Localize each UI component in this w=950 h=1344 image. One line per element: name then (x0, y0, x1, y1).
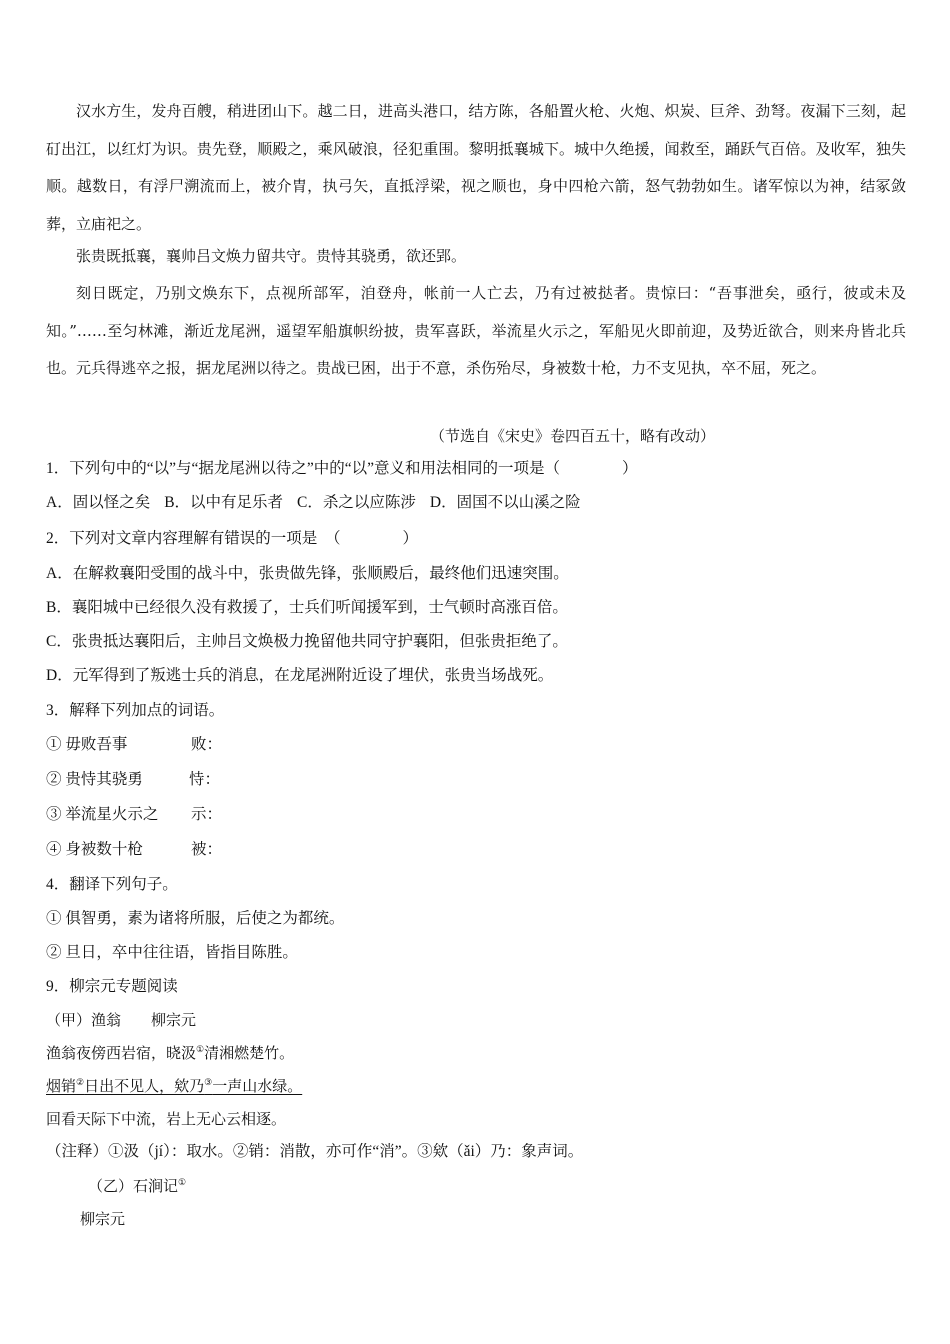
passage-paragraph-3: 刻日既定，乃别文焕东下，点视所部军，洎登舟，帐前一人亡去，乃有过被挞者。贵惊曰：“吾事泄矣，亟行，彼或未及知。”……至匀林滩，渐近龙尾洲，遥望军船旗帜纷披，贵军喜跃，举流星火示之，军船见火即前迎，及势近欲合，则来舟皆北兵也。元兵得逃卒之报，据龙尾洲以待之。贵战已困，出于不意，杀伤殆尽，身被数十枪，力不支见执，卒不屈，死之。 (46, 284, 906, 377)
q3-item-3-phrase: ③ 举流星火示之 (46, 806, 159, 823)
poem-line-2 (46, 1076, 302, 1096)
q3-item-2-phrase: ② 贵恃其骁勇 (46, 771, 143, 788)
q2-option-d[interactable]: D．元军得到了叛逃士兵的消息，在龙尾洲附近设了埋伏，张贵当场战死。 (46, 667, 554, 684)
essay-author: 柳宗元 (80, 1210, 126, 1228)
poem-line-1-part-a: 渔翁夜傍西岩宿，晓汲 (46, 1044, 197, 1062)
q1-option-c[interactable]: C．杀之以应陈涉 (297, 494, 416, 511)
poem-line-3: 回看天际下中流，岩上无心云相逐。 (46, 1110, 287, 1128)
q4-stem: 4．翻译下列句子。 (46, 876, 178, 893)
q3-item-4-phrase: ④ 身被数十枪 (46, 841, 143, 858)
q1-option-a[interactable]: A．固以怪之矣 (46, 494, 151, 511)
poem-line-1 (46, 1043, 294, 1063)
poem-title: （甲）渔翁 柳宗元 (46, 1011, 197, 1029)
essay-title (88, 1176, 186, 1196)
q3-item-2-label: 恃： (189, 771, 221, 788)
note-ref-2: ② (76, 1078, 85, 1088)
q1-option-d[interactable]: D．固国不以山溪之险 (429, 494, 581, 511)
passage-paragraph-2: 张贵既抵襄，襄帅吕文焕力留共守。贵恃其骁勇，欲还郢。 (76, 247, 467, 265)
essay-title-text: （乙）石涧记 (88, 1177, 179, 1195)
poem-line-2-part-b: 日出不见人，欸乃 (84, 1077, 205, 1095)
q1-option-b[interactable]: B．以中有足乐者 (164, 494, 284, 511)
q3-item-1-phrase: ① 毋败吾事 (46, 736, 128, 753)
q2-option-c[interactable]: C．张贵抵达襄阳后，主帅吕文焕极力挽留他共同守护襄阳，但张贵拒绝了。 (46, 633, 568, 650)
poem-notes: （注释）①汲（jí）：取水。②销：消散，亦可作“消”。③欸（ǎi）乃：象声词。 (46, 1143, 584, 1160)
poem-line-2-part-c: 一声山水绿。 (212, 1077, 303, 1095)
passage-source: （节选自《宋史》卷四百五十，略有改动） (430, 427, 716, 445)
q1-options (46, 493, 595, 513)
q2-option-b[interactable]: B．襄阳城中已经很久没有救援了，士兵们听闻援军到，士气顿时高涨百倍。 (46, 599, 568, 616)
poem-line-2-part-a: 烟销 (46, 1077, 77, 1095)
q4-item-2: ② 旦日，卒中往往语，皆指目陈胜。 (46, 944, 298, 961)
q3-stem: 3．解释下列加点的词语。 (46, 702, 225, 719)
q2-stem: 2．下列对文章内容理解有错误的一项是 （ ） (46, 530, 419, 547)
q3-item-1-label: 败： (191, 736, 223, 753)
essay-note-ref: ① (178, 1178, 187, 1188)
q1-stem: 1．下列句中的“以”与“据龙尾洲以待之”中的“以”意义和用法相同的一项是（ ） (46, 460, 638, 477)
poem-line-1-part-b: 清湘燃楚竹。 (204, 1044, 295, 1062)
q9-stem: 9．柳宗元专题阅读 (46, 978, 178, 995)
q3-item-4-label: 被： (191, 841, 223, 858)
passage-paragraph-1: 汉水方生，发舟百艘，稍进团山下。越二日，进高头港口，结方陈，各船置火枪、火炮、炽炭、巨斧、劲弩。夜漏下三刻，起矴出江，以红灯为识。贵先登，顺殿之，乘风破浪，径犯重围。黎明抵襄城下。城中久绝援，闻救至，踊跃气百倍。及收军，独失顺。越数日，有浮尸溯流而上，被介胄，执弓矢，直抵浮梁，视之顺也，身中四枪六箭，怒气勃勃如生。诸军惊以为神，结冢敛葬，立庙祀之。 (46, 102, 906, 233)
q2-option-a[interactable]: A．在解救襄阳受围的战斗中，张贵做先锋，张顺殿后，最终他们迅速突围。 (46, 565, 569, 582)
q3-item-3-label: 示： (191, 806, 223, 823)
note-ref-1: ① (196, 1045, 205, 1055)
q3-item-1 (46, 735, 127, 755)
q4-item-1: ① 俱智勇，素为诸将所服，后使之为都统。 (46, 910, 345, 927)
note-ref-3: ③ (204, 1078, 213, 1088)
